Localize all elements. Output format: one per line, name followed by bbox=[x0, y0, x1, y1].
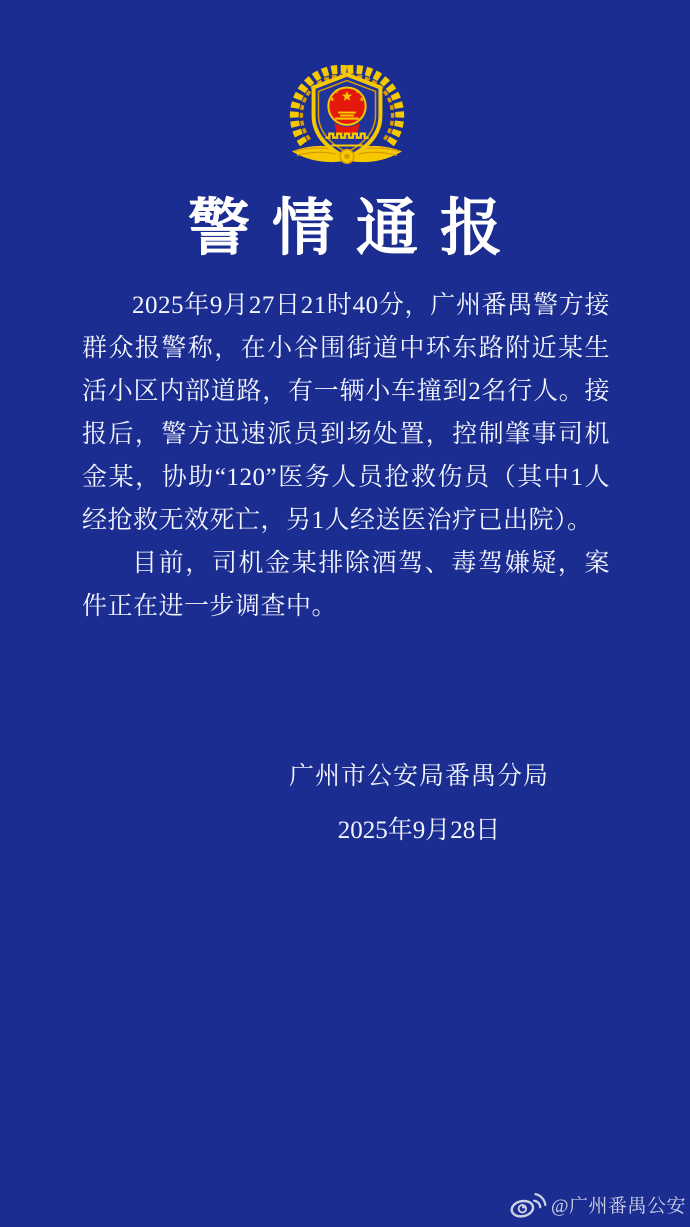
issue-date: 2025年9月28日 bbox=[337, 817, 501, 844]
weibo-account-name: @广州番禺公安 bbox=[551, 1195, 686, 1217]
issuer-name: 广州市公安局番禺分局 bbox=[288, 763, 549, 790]
police-badge-icon bbox=[288, 57, 406, 175]
notice-paragraph-2: 目前，司机金某排除酒驾、毒驾嫌疑，案件正在进一步调查中。 bbox=[82, 550, 610, 620]
weibo-watermark bbox=[509, 1189, 686, 1219]
notice-title: 警情通报 bbox=[187, 195, 524, 263]
notice-paragraph-1: 2025年9月27日21时40分，广州番禺警方接群众报警称，在小谷围街道中环东路附近某生活小区内部道路，有一辆小车撞到2名行人。接报后，警方迅速派员到场处置，控制肇事司机金某，协助“120”医务人员抢救伤员（其中1人经抢救无效死亡，另1人经送医治疗已出院）。 bbox=[82, 292, 610, 534]
notice-body bbox=[82, 284, 610, 628]
signature-block bbox=[0, 756, 690, 846]
weibo-icon bbox=[509, 1189, 547, 1219]
